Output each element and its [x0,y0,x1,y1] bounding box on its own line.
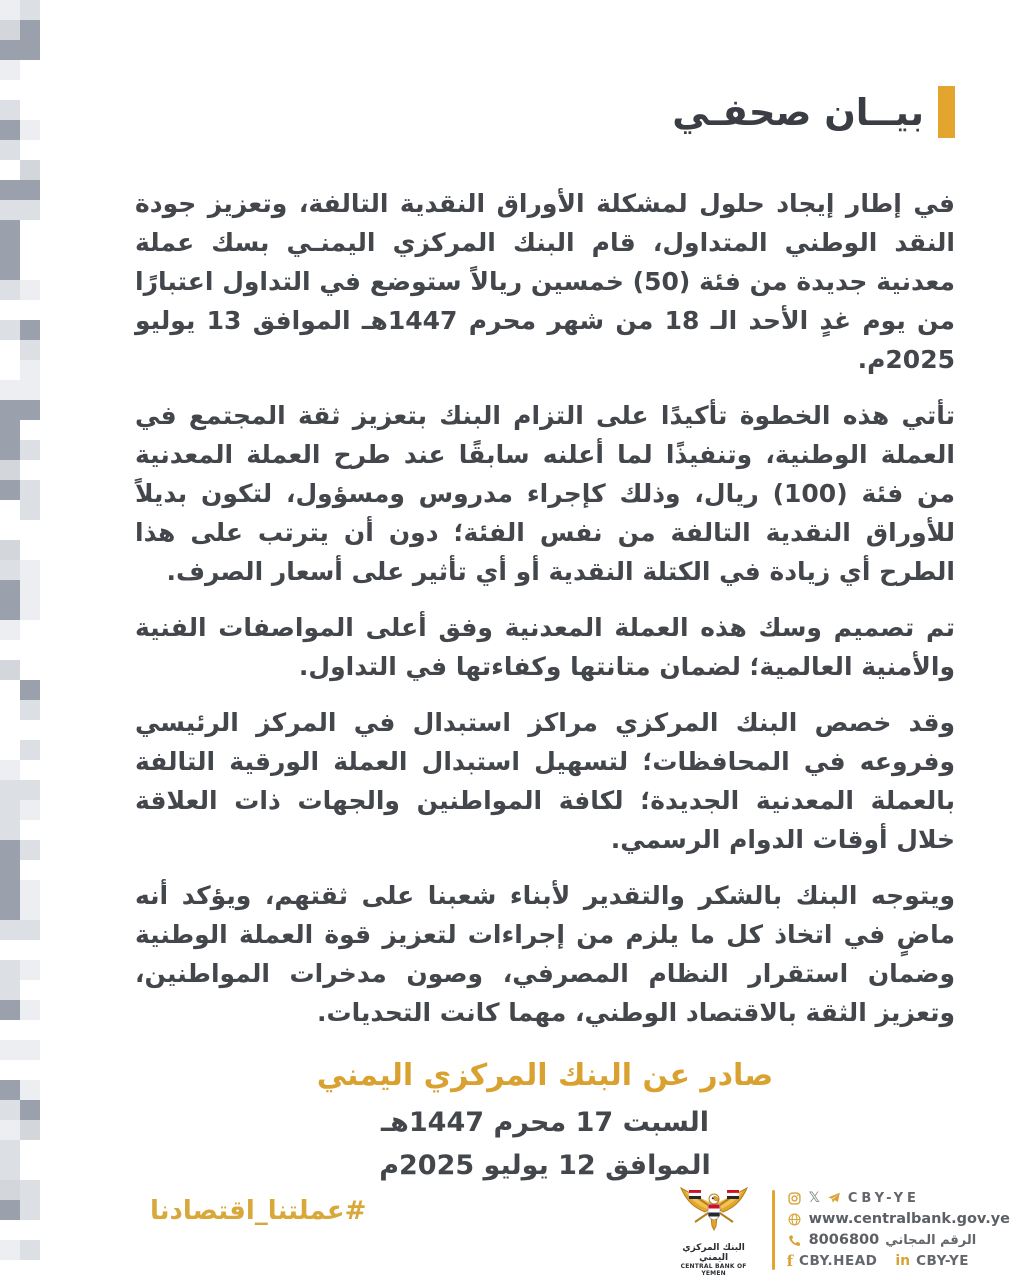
title-row [135,86,955,138]
globe-icon [787,1211,803,1227]
hijri-date: السبت 17 محرم 1447هـ [380,1107,710,1138]
phone-row [787,1231,1010,1249]
facebook-handle: CBY.HEAD [799,1253,878,1269]
signature-block [135,1058,955,1181]
decorative-mosaic-strip [0,0,40,1280]
x-twitter-icon: 𝕏 [808,1190,820,1206]
footer-brand-area [668,1182,1010,1277]
paragraph-4: وقد خصص البنك المركزي مراكز استبدال في المركز الرئيسي وفروعه في المحافظات؛ لتسهيل استبدال العملة الورقية التالفة بالعملة المعدنية الجديدة؛ لكافة المواطنين والجهات ذات العلاقة خلال أوقات الدوام الرسمي. [135,708,955,854]
eagle-emblem-icon [675,1182,753,1238]
linkedin-icon: in [895,1253,911,1269]
footer-divider [772,1190,775,1270]
telegram-handle: CBY-YE [847,1190,920,1206]
social-row [787,1189,1010,1207]
paragraph-2: تأتي هذه الخطوة تأكيدًا على التزام البنك بتعزيز ثقة المجتمع في العملة الوطنية، وتنفيذًا لما أعلنه سابقًا عند طرح العملة المعدنية من فئة (100) ريال، وذلك كإجراء مدروس ومسؤول، لتكون بديلاً للأوراق النقدية التالفة من نفس الفئة؛ دون أن يترتب على هذا الطرح أي زيادة في الكتلة النقدية أو أي تأثير على أسعار الصرف. [135,401,955,586]
facebook-linkedin-row [787,1252,1010,1270]
contact-info [787,1189,1010,1270]
paragraph-1: في إطار إيجاد حلول لمشكلة الأوراق النقدية التالفة، وتعزيز جودة النقد الوطني المتداول، قام البنك المركزي اليمنـي بسك عملة معدنية جديدة من فئة (50) خمسين ريالاً ستوضع في التداول اعتبارًا من يوم غدٍ الأحد الـ 18 من شهر محرم 1447هـ الموافق 13 يوليو 2025م. [135,189,956,374]
linkedin-handle: CBY-YE [916,1253,969,1269]
website-url: www.centralbank.gov.ye [808,1211,1010,1227]
phone-icon [787,1232,803,1248]
telegram-icon [826,1190,842,1206]
facebook-icon: f [786,1252,794,1270]
issuer-line: صادر عن البنك المركزي اليمني [316,1058,774,1093]
logo-name-english: CENTRAL BANK OF YEMEN [680,1263,747,1277]
press-release-body [135,184,955,1032]
website-row [787,1210,1010,1228]
page-title: بيــان صحفـي [672,90,924,134]
campaign-hashtag: #عملتنا_اقتصادنا [150,1196,367,1226]
central-bank-logo [668,1182,760,1277]
paragraph-5: ويتوجه البنك بالشكر والتقدير لأبناء شعبنا على ثقتهم، ويؤكد أنه ماضٍ في اتخاذ كل ما يلزم من إجراءات لتعزيز قوة العملة الوطنية وضمان استقرار النظام المصرفي، وصون مدخرات المواطنين، وتعزيز الثقة بالاقتصاد الوطني، مهما كانت التحديات. [135,881,955,1027]
gregorian-date: الموافق 12 يوليو 2025م [379,1150,711,1181]
logo-name-arabic: البنك المركزي اليمني [682,1243,745,1263]
paragraph-3: تم تصميم وسك هذه العملة المعدنية وفق أعلى المواصفات الفنية والأمنية العالمية؛ لضمان متانتها وكفاءتها في التداول. [135,613,955,681]
phone-number: 8006800 [808,1232,880,1248]
instagram-icon [787,1190,803,1206]
phone-label: الرقم المجاني [885,1232,977,1248]
title-accent-bar [938,86,955,138]
